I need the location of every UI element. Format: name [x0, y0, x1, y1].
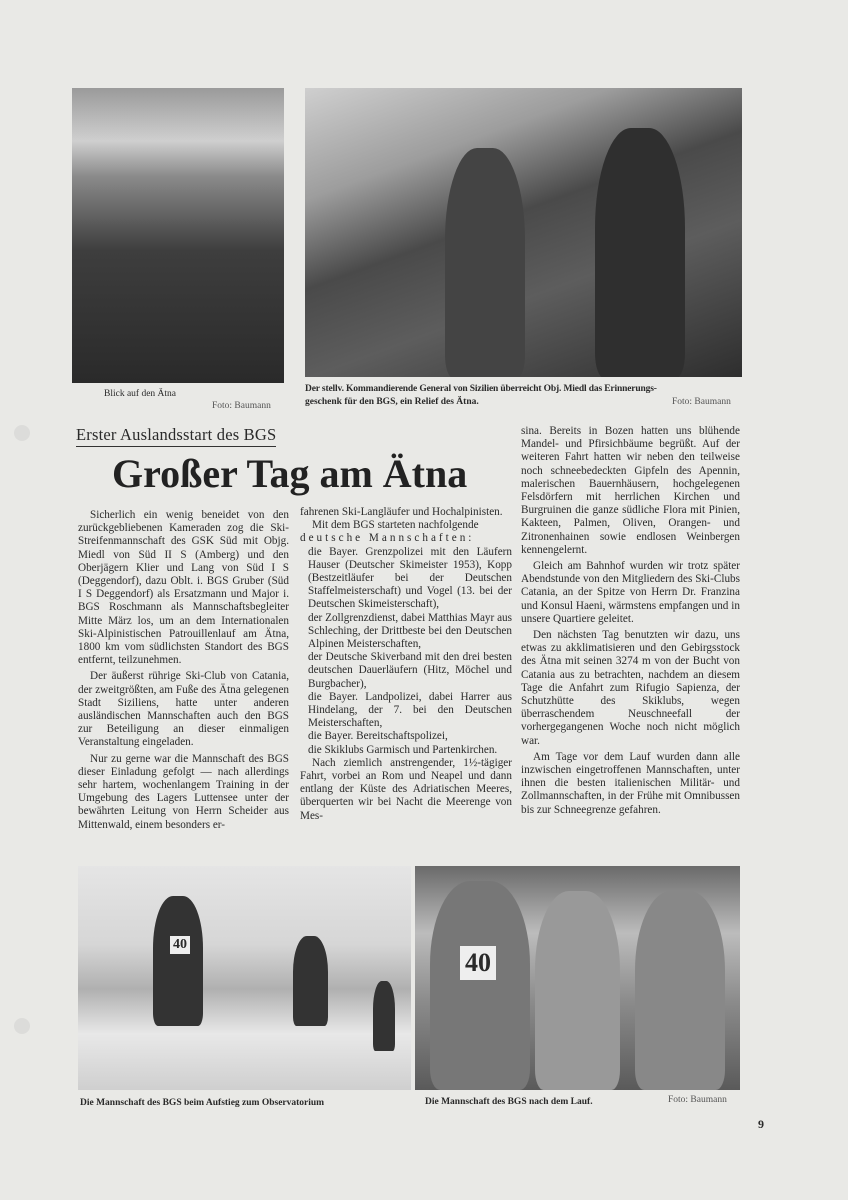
list-item: die Bayer. Grenzpolizei mit den Läufern Hauser (Deutscher Skimeister 1953), Kopp (Bestzeitläufer bei der Deutschen Staffelmeisterschaft) und Vogel (13. bei der Deutschen Skimeisterschaft), [308, 545, 512, 611]
photo-credit: Foto: Baumann [672, 397, 731, 407]
caption-etna: Blick auf den Ätna [104, 389, 177, 399]
paragraph: Den nächsten Tag benutzten wir dazu, uns etwas zu akklimatisieren und den Gebirgsstock des Ätna mit seinen 3274 m von der Bucht von Catania aus zu betrachten, nachdem an diesem Tage die Anfahrt zum Rifugio Sapienza, der Schutzhütte des Skiklubs, wegen überraschendem Neuschneefall der vorhergegangenen Woche noch nicht möglich war. [521, 629, 740, 747]
article-headline: Großer Tag am Ätna [112, 451, 468, 496]
photo-team-ascent [78, 866, 411, 1090]
paragraph: Gleich am Bahnhof wurden wir trotz später Abendstunde von den Mitgliedern des Ski-Clubs Catania, an der Spitze von Herrn Dr. Franzina und Konsul Haeni, wärmstens empfangen und in unsere Quartiere geleitet. [521, 560, 740, 625]
photo-credit: Foto: Baumann [212, 401, 271, 411]
list-item: die Bayer. Bereitschaftspolizei, [308, 730, 448, 743]
list-item: der Deutsche Skiverband mit den drei besten deutschen Dauerläufern (Hitz, Möchel und Burgbacher), [308, 651, 512, 690]
spaced-text: deutsche Mannschaften: [300, 532, 475, 545]
article-kicker: Erster Auslandsstart des BGS [76, 425, 276, 447]
paragraph: Mit dem BGS starteten nachfolgende [312, 519, 479, 532]
photo-credit: Foto: Baumann [668, 1095, 727, 1105]
punch-hole [14, 425, 30, 441]
list-item: der Zollgrenzdienst, dabei Matthias Mayr aus Schleching, der Drittbeste bei den Deutschen Alpinen Meisterschaften, [308, 611, 512, 651]
caption-ceremony-1: Der stellv. Kommandierende General von Sizilien überreicht Obj. Miedl das Erinnerungs- [305, 384, 657, 394]
paragraph: fahrenen Ski-Langläufer und Hochalpinisten. [300, 506, 503, 518]
paragraph: Nur zu gerne war die Mannschaft des BGS dieser Einladung gefolgt — nach allerdings sehr hartem, wochenlangem Training in der Umgebung des Lagers Luttensee unter der bewährten Leitung von Herrn Scheider aus Mittenwald, einem besonders er- [78, 752, 289, 831]
punch-hole [14, 1018, 30, 1034]
photo-award-ceremony [305, 88, 742, 377]
bib-number: 40 [460, 946, 496, 980]
list-item: die Skiklubs Garmisch und Partenkirchen. [308, 743, 498, 756]
bib-number: 40 [170, 936, 190, 954]
paragraph: Am Tage vor dem Lauf wurden dann alle inzwischen eingetroffenen Mannschaften, unter ihnen die besten italienischen Militär- und Zollmannschaften, in der Frühe mit Omnibussen bis zur Schneegrenze gefahren. [521, 750, 740, 816]
photo-etna-view [72, 88, 284, 383]
list-item: die Bayer. Landpolizei, dabei Harrer aus Hindelang, der 7. bei den Deutschen Meisterschaften, [308, 690, 512, 730]
column-1 [78, 509, 289, 835]
caption-ceremony-2: geschenk für den BGS, ein Relief des Ätna. [305, 397, 479, 407]
column-3 [521, 425, 740, 820]
page-number: 9 [758, 1117, 764, 1131]
paragraph: Sicherlich ein wenig beneidet von den zurückgebliebenen Kameraden zog die Ski-Streifenmannschaft des GSK Süd mit Objg. Miedl von Süd II S (Amberg) und den Oberjägern Klier und Lang von Süd I S (Deggendorf), dazu Oblt. i. BGS Gruber (Süd I S Deggendorf) als Ersatzmann und Major i. BGS Roschmann als Mannschaftsbegleiter Mitte März los, um an dem Internationalen Ski-Alpinistischen Patrouillenlauf am Ätna, 1800 km vom südlichsten Standort des BGS entfernt, teilzunehmen. [78, 509, 289, 667]
paragraph: Der äußerst rührige Ski-Club von Catania, der zweitgrößten, am Fuße des Ätna gelegenen Stadt Siziliens, hatte unter anderen ausländischen Mannschaften auch den BGS zur Beteiligung an dieser einmaligen Veranstaltung eingeladen. [78, 670, 289, 749]
photo-team-after-race [415, 866, 740, 1090]
paragraph: sina. Bereits in Bozen hatten uns blühende Mandel- und Pfirsichbäume begrüßt. Auf der weiteren Fahrt hatten wir neben den teilweise noch schneebedeckten Gipfeln des Apennin, malerischen Bauernhäusern, hochgelegenen Felsdörfern mit herrlichen Kirchen und Burgruinen die ganze südliche Flora mit Pinien, Kakteen, Palmen, Oliven, Orangen- und Zitronenhainen sowie endlosen Weinbergen kennengelernt. [521, 425, 740, 556]
paragraph: Nach ziemlich anstrengender, 1½-tägiger Fahrt, vorbei an Rom und Neapel und dann entlang der Küste des Adriatischen Meeres, überquerten wir bei Nacht die Meerenge von Mes- [300, 756, 512, 822]
caption-after-race: Die Mannschaft des BGS nach dem Lauf. [425, 1097, 593, 1107]
caption-ascent: Die Mannschaft des BGS beim Aufstieg zum Observatorium [80, 1098, 325, 1108]
column-2 [300, 506, 512, 826]
